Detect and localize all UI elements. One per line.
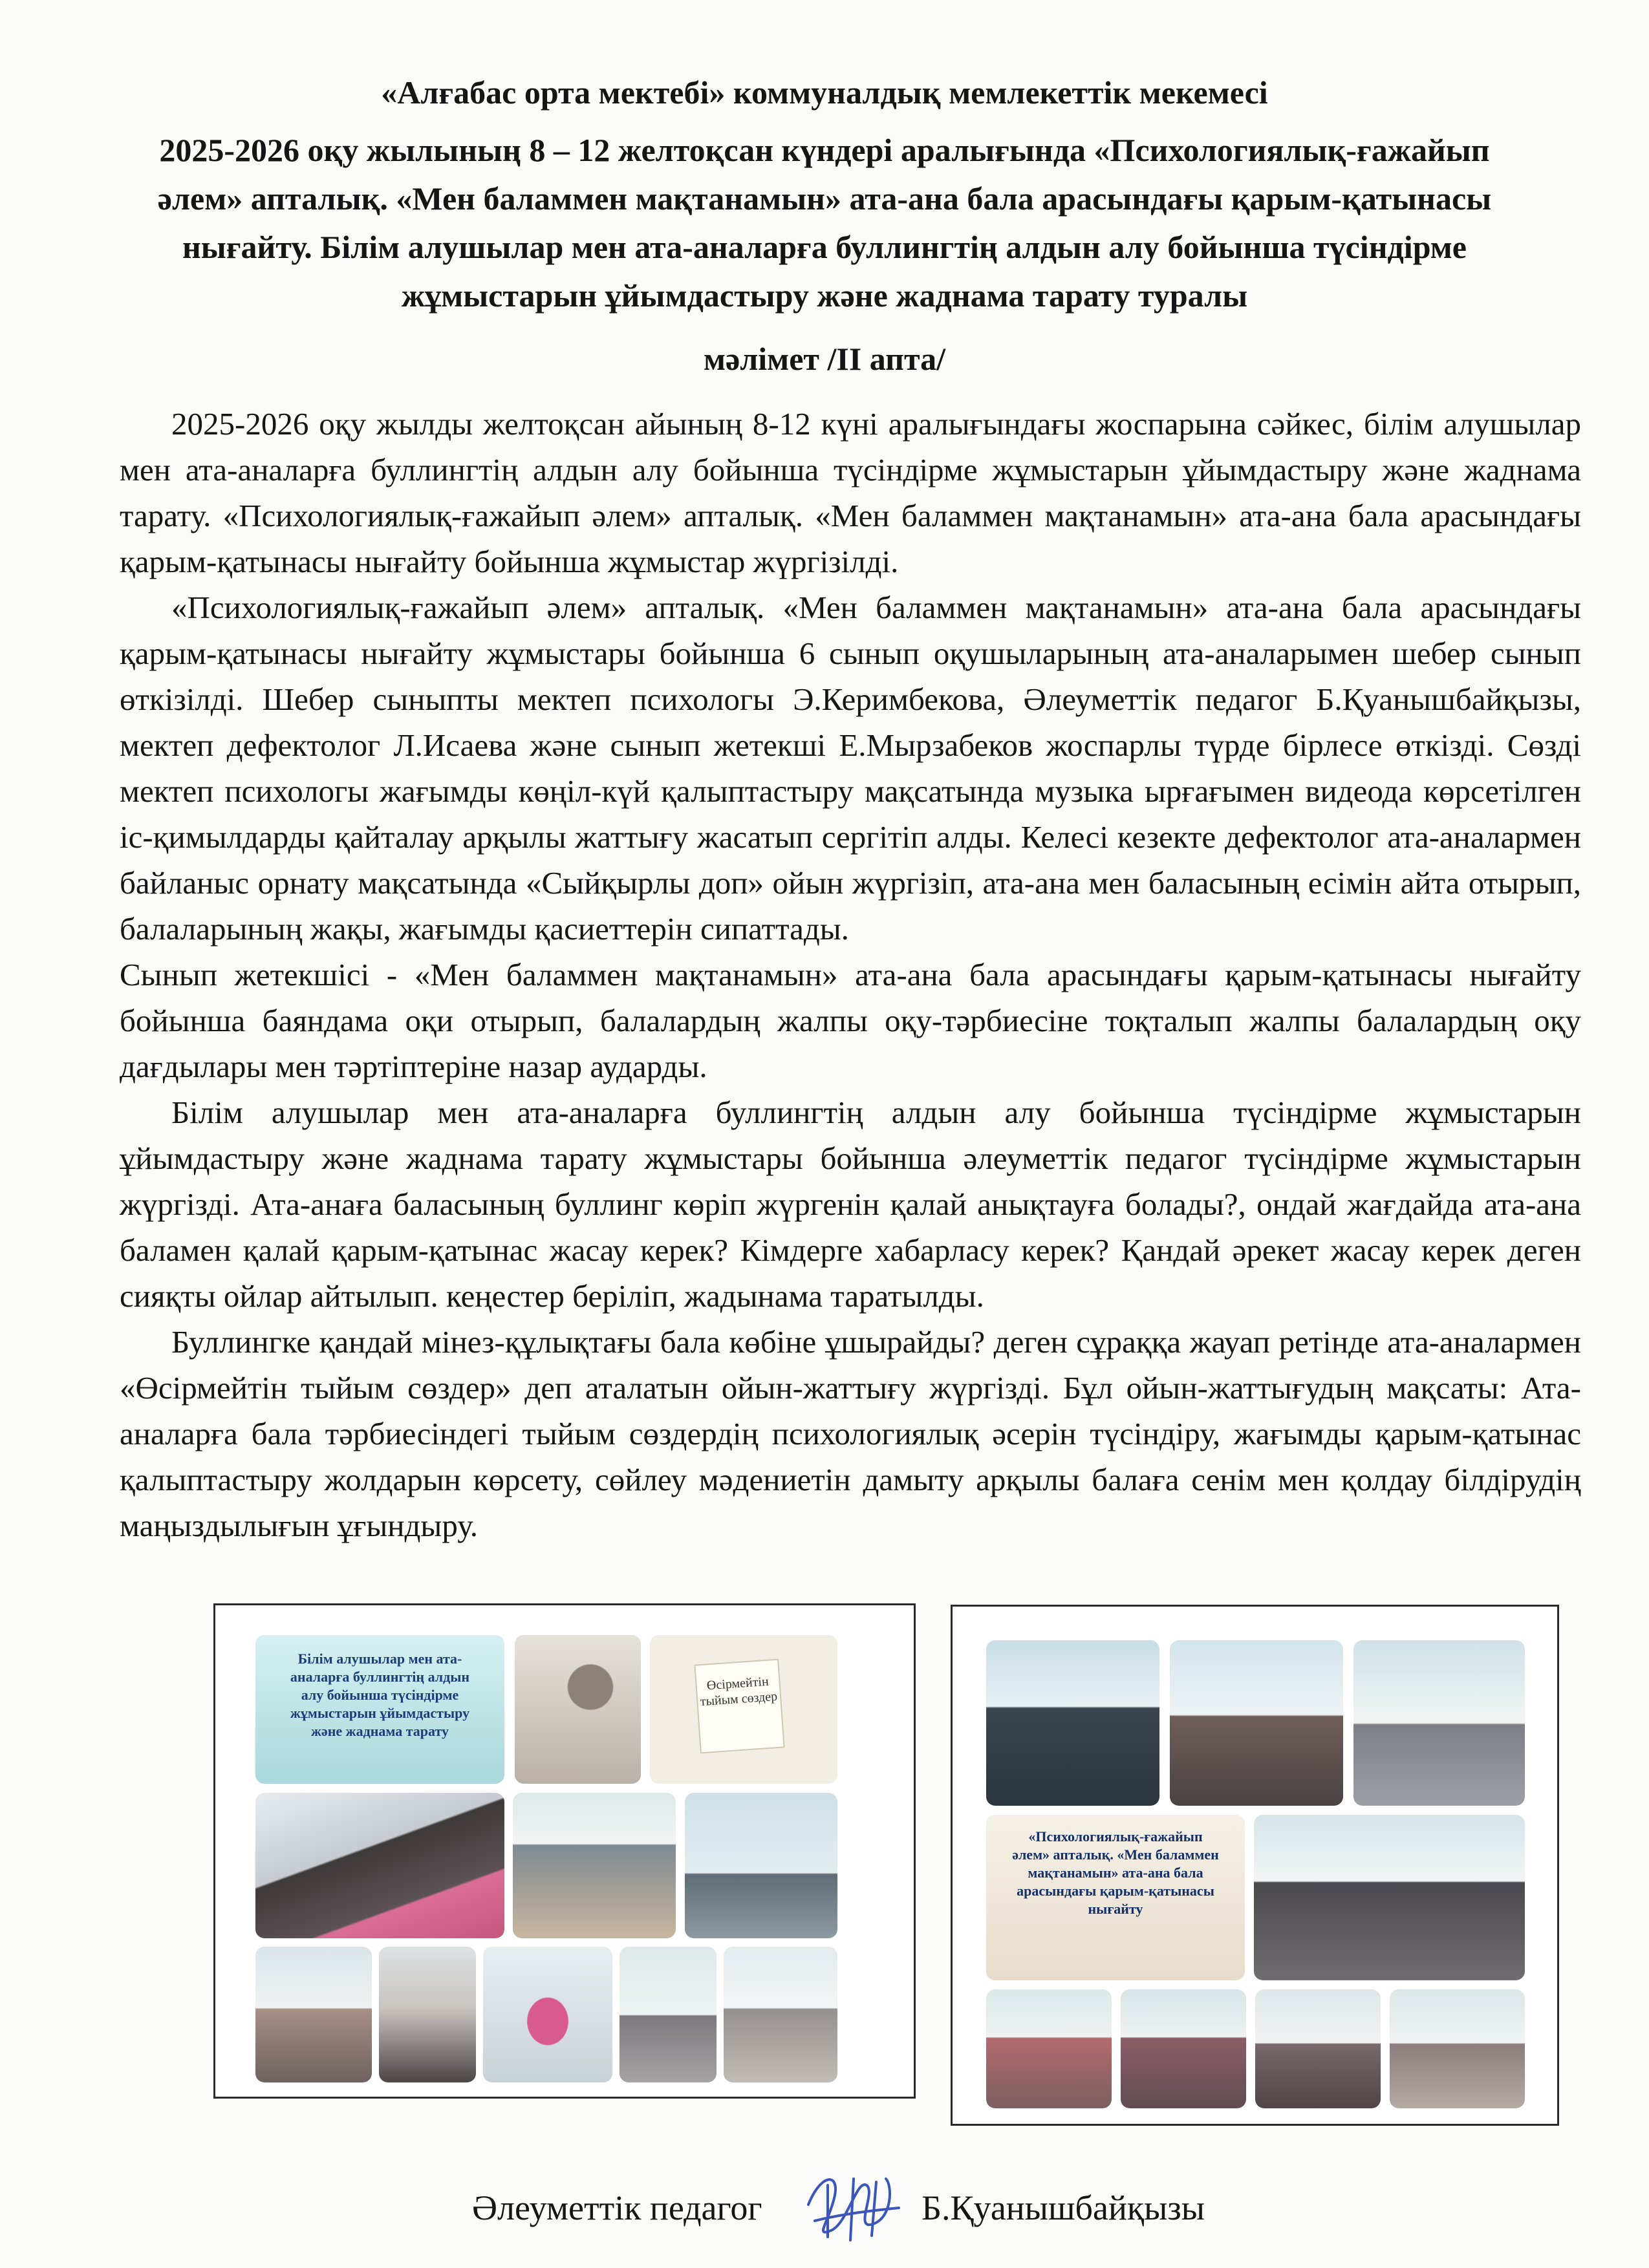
signature-row — [0, 2179, 1649, 2237]
photo-parents-listening — [1255, 1989, 1381, 2108]
paragraph-3: Сынып жетекшісі - «Мен баламмен мақтанамын» ата-ана бала арасындағы қарым-қатынасы нығайту бойынша баяндама оқи отырып, балалардың жалпы оқу-тәрбиесіне тоқталып жалпы балалардың оқу дағдылары мен тәртіптеріне назар аударды. — [120, 957, 1581, 1084]
photo-collage-left — [213, 1603, 916, 2099]
poster-bullying-text: Білім алушылар мен ата-аналарға буллингтің алдын алу бойынша түсіндірме жұмыстарын ұйымдастыру және жаднама тарату — [290, 1651, 470, 1739]
document-subtitle: мәлімет /ІІ апта/ — [703, 341, 946, 377]
photo-speaker — [986, 1640, 1159, 1806]
photo-poster-bullying — [255, 1635, 504, 1784]
photo-board-view — [1353, 1640, 1525, 1806]
poster-parents-text: «Психологиялық-ғажайып әлем» апталық. «Мен баламмен мақтанамын» ата-ана бала арасындағы қарым-қатынасы нығайту — [1012, 1828, 1219, 1918]
photo-classroom-wide — [724, 1947, 837, 2082]
photo-parent-portrait — [379, 1947, 476, 2082]
paragraph-1: 2025-2026 оқу жылды желтоқсан айының 8-12 күні аралығындағы жоспарына сәйкес, білім алушылар мен ата-аналарға буллингтің алдын алу бойынша түсіндірме жұмыстарын ұйымдастыру және жаднама тарату. «Психологиялық-ғажайып әлем» апталық. «Мен баламмен мақтанамын» ата-ана бала арасындағы қарым-қатынасы нығайту бойынша жұмыстар жүргізілді. — [120, 406, 1581, 579]
paragraph-4: Білім алушылар мен ата-аналарға буллингтің алдын алу бойынша түсіндірме жұмыстарын ұйымдастыру және жаднама тарату жұмыстары бойынша әлеуметтік педагог түсіндірме жұмыстарын жүргізді. Ата-анаға баласының буллинг көріп жүргенін қалай анықтауға болады?, ондай жағдайда ата-ана баламен қалай қарым-қатынас жасау керек? Кімдерге хабарласу керек? Қандай әрекет жасау керек деген сияқты ойлар айтылып. кеңестер беріліп, жадынама таратылды. — [120, 1095, 1581, 1314]
photo-parents-hands-up — [1121, 1989, 1246, 2108]
handwritten-signature — [795, 2159, 905, 2250]
photo-sad-child — [515, 1635, 641, 1784]
photo-poster-parents — [986, 1815, 1245, 1980]
photo-parents-exercise — [986, 1989, 1112, 2108]
photo-handout-card — [650, 1635, 837, 1784]
photo-teachers-talking — [1170, 1640, 1343, 1806]
paragraph-5: Буллингке қандай мінез-құлықтағы бала көбіне ұшырайды? деген сұраққа жауап ретінде ата-аналармен «Өсірмейтін тыйым сөздер» деп аталатын ойын-жаттығу жүргізді. Бұл ойын-жаттығудың мақсаты: Ата-аналарға бала тәрбиесіндегі тыйым сөздердің психологиялық әсерін түсіндіру, жағымды қарым-қатынас қалыптастыру жолдарын көрсету, сөйлеу мәдениетін дамыту арқылы балаға сенім мен қолдау білдірудің маңыздылығын ұғындыру. — [120, 1324, 1581, 1543]
photo-blindfold-game — [255, 1793, 504, 1938]
photo-presenter — [685, 1793, 837, 1938]
photo-classroom-group — [620, 1947, 717, 2082]
photo-collage-right — [951, 1605, 1559, 2126]
organization-name: «Алғабас орта мектебі» коммуналдық мемлекеттік мекемесі — [381, 74, 1268, 111]
photo-parents-seated — [255, 1947, 372, 2082]
photo-psychologists — [1254, 1815, 1525, 1980]
document-title: 2025-2026 оқу жылының 8 – 12 желтоқсан күндері аралығында «Психологиялық-ғажайып әлем» апталық. «Мен баламмен мақтанамын» ата-ана бала арасындағы қарым-қатынасы нығайту. Білім алушылар мен ата-аналарға буллингтің алдын алу бойынша түсіндірме жұмыстарын ұйымдастыру және жаднама тарату туралы — [157, 132, 1492, 314]
photo-parents-desks — [1390, 1989, 1525, 2108]
paragraph-2: «Психологиялық-ғажайып әлем» апталық. «Мен баламмен мақтанамын» ата-ана бала арасындағы қарым-қатынасы нығайту жұмыстары бойынша 6 сынып оқушыларының ата-аналарымен шебер сынып өткізілді. Шебер сыныпты мектеп психологы Э.Керимбекова, Әлеуметтік педагог Б.Қуанышбайқызы, мектеп дефектолог Л.Исаева және сынып жетекші Е.Мырзабеков жоспарлы түрде бірлесе өткізді. Сөзді мектеп психологы жағымды көңіл-күй қалыптастыру мақсатында музыка ырғағымен видеода көрсетілген іс-қимылдарды қайталау арқылы жаттығу жасатып сергітіп алды. Келесі кезекте дефектолог ата-аналармен байланыс орнату мақсатында «Сыйқырлы доп» ойын жүргізіп, ата-ана мен баласының есімін айта отырып, балаларының жақы, жағымды қасиеттерін сипаттады. — [120, 590, 1581, 947]
signature-role: Әлеуметтік педагог — [472, 2188, 762, 2227]
document-body — [120, 401, 1581, 1548]
signature-name: Б.Қуанышбайқызы — [921, 2188, 1205, 2227]
photo-child-performing — [483, 1947, 612, 2082]
photo-classroom-screen — [513, 1793, 676, 1938]
handout-card-text: Өсірмейтін тыйым сөздер — [694, 1659, 784, 1754]
